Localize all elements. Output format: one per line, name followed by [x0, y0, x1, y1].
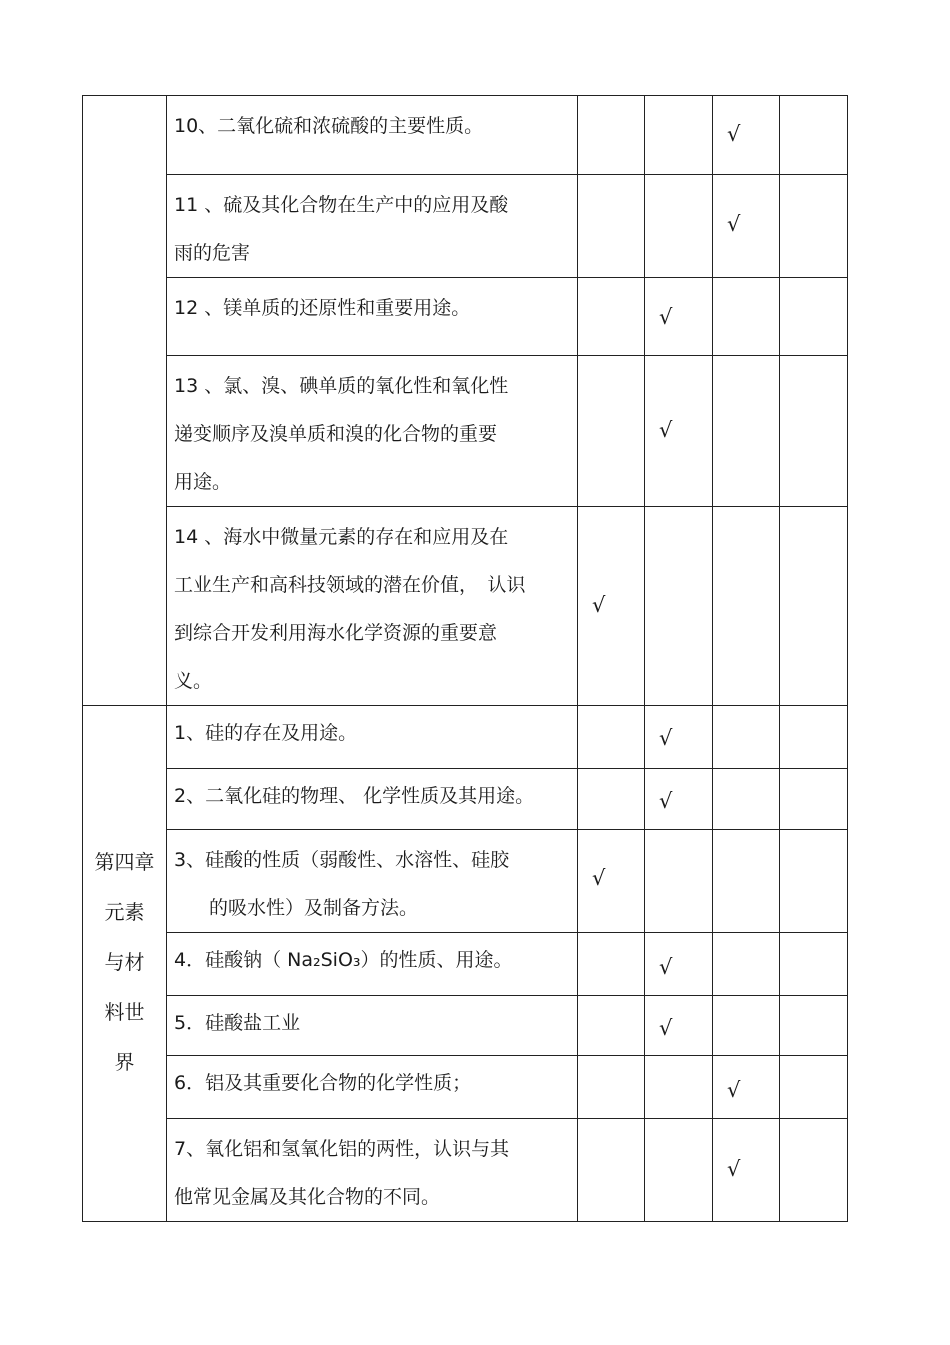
item-line: 5．硅酸盐工业 [174, 1012, 301, 1034]
check-mark: √ [592, 866, 606, 890]
table-row [83, 175, 848, 278]
level-cell-3 [713, 1119, 780, 1222]
item-line: 7、氧化铝和氢氧化铝的两性，认识与其 [174, 1138, 510, 1160]
item-line: 1、硅的存在及用途。 [174, 722, 358, 744]
item-line: 6．铝及其重要化合物的化学性质； [174, 1072, 472, 1094]
item-line: 到综合开发利用海水化学资源的重要意 [174, 622, 498, 644]
check-mark: √ [727, 122, 741, 146]
level-cell-2 [645, 933, 713, 996]
item-line: 义。 [174, 670, 213, 692]
item-line: 用途。 [174, 471, 232, 493]
level-cell-4 [780, 96, 848, 175]
level-cell-4 [780, 1056, 848, 1119]
table-row [83, 706, 848, 769]
item-line: 雨的危害 [174, 242, 251, 264]
item-text [167, 1119, 578, 1222]
level-cell-2 [645, 356, 713, 507]
level-cell-2 [645, 1056, 713, 1119]
item-text [167, 933, 578, 996]
item-line: 2、二氧化硅的物理、 化学性质及其用途。 [174, 785, 535, 807]
check-mark: √ [659, 726, 673, 750]
check-mark: √ [659, 418, 673, 442]
item-text [167, 96, 578, 175]
item-line: 4．硅酸钠（ Na₂SiO₃）的性质、用途。 [174, 949, 513, 971]
check-mark: √ [592, 593, 606, 617]
table-row [83, 830, 848, 933]
item-line: 他常见金属及其化合物的不同。 [174, 1186, 441, 1208]
item-text [167, 356, 578, 507]
item-line: 13 、氯、溴、碘单质的氧化性和氧化性 [174, 375, 509, 397]
chapter-cell-previous [83, 96, 167, 706]
check-mark: √ [659, 1016, 673, 1040]
level-cell-4 [780, 769, 848, 830]
item-line: 14 、海水中微量元素的存在和应用及在 [174, 526, 509, 548]
level-cell-1 [578, 996, 645, 1056]
level-cell-3 [713, 769, 780, 830]
item-text [167, 1056, 578, 1119]
chapter-label-line: 料世 [104, 999, 145, 1024]
level-cell-3 [713, 1056, 780, 1119]
chapter-label-line: 与材 [104, 949, 145, 974]
level-cell-3 [713, 706, 780, 769]
chapter-label-line: 第四章 [94, 849, 155, 874]
item-text [167, 706, 578, 769]
item-line: 递变顺序及溴单质和溴的化合物的重要 [174, 423, 498, 445]
level-cell-1 [578, 706, 645, 769]
table-row [83, 1119, 848, 1222]
level-cell-1 [578, 769, 645, 830]
level-cell-4 [780, 278, 848, 356]
level-cell-1 [578, 356, 645, 507]
chapter-cell [83, 706, 167, 1222]
level-cell-1 [578, 1119, 645, 1222]
level-cell-2 [645, 830, 713, 933]
item-text [167, 175, 578, 278]
table-row [83, 507, 848, 706]
item-line: 11 、硫及其化合物在生产中的应用及酸 [174, 194, 509, 216]
level-cell-4 [780, 507, 848, 706]
check-mark: √ [727, 212, 741, 236]
level-cell-4 [780, 933, 848, 996]
table-row [83, 769, 848, 830]
level-cell-2 [645, 706, 713, 769]
check-mark: √ [727, 1078, 741, 1102]
table-row [83, 278, 848, 356]
level-cell-3 [713, 356, 780, 507]
level-cell-4 [780, 356, 848, 507]
level-cell-3 [713, 830, 780, 933]
level-cell-1 [578, 278, 645, 356]
level-cell-1 [578, 1056, 645, 1119]
level-cell-3 [713, 278, 780, 356]
level-cell-1 [578, 933, 645, 996]
check-mark: √ [659, 955, 673, 979]
check-mark: √ [727, 1157, 741, 1181]
level-cell-1 [578, 830, 645, 933]
level-cell-3 [713, 507, 780, 706]
table-row [83, 96, 848, 175]
item-text [167, 769, 578, 830]
table-row [83, 1056, 848, 1119]
item-text [167, 278, 578, 356]
level-cell-4 [780, 830, 848, 933]
item-line: 10、二氧化硫和浓硫酸的主要性质。 [174, 115, 484, 137]
level-cell-2 [645, 96, 713, 175]
table-row [83, 933, 848, 996]
level-cell-1 [578, 507, 645, 706]
chapter-label-line: 元素 [104, 899, 145, 924]
level-cell-1 [578, 175, 645, 278]
level-cell-4 [780, 706, 848, 769]
requirements-table [82, 95, 848, 1222]
level-cell-2 [645, 507, 713, 706]
item-line: 的吸水性）及制备方法。 [209, 897, 419, 919]
level-cell-4 [780, 996, 848, 1056]
table-row [83, 996, 848, 1056]
level-cell-3 [713, 996, 780, 1056]
item-line: 12 、镁单质的还原性和重要用途。 [174, 297, 471, 319]
item-line: 3、硅酸的性质（弱酸性、水溶性、硅胶 [174, 849, 510, 871]
level-cell-2 [645, 769, 713, 830]
chapter-label-line: 界 [114, 1049, 135, 1074]
level-cell-1 [578, 96, 645, 175]
level-cell-3 [713, 96, 780, 175]
check-mark: √ [659, 305, 673, 329]
level-cell-2 [645, 1119, 713, 1222]
level-cell-4 [780, 175, 848, 278]
item-text [167, 507, 578, 706]
level-cell-3 [713, 175, 780, 278]
level-cell-2 [645, 175, 713, 278]
level-cell-2 [645, 278, 713, 356]
level-cell-2 [645, 996, 713, 1056]
item-line: 工业生产和高科技领域的潜在价值， 认识 [174, 574, 526, 596]
table-row [83, 356, 848, 507]
level-cell-4 [780, 1119, 848, 1222]
check-mark: √ [659, 789, 673, 813]
item-text [167, 996, 578, 1056]
level-cell-3 [713, 933, 780, 996]
item-text [167, 830, 578, 933]
